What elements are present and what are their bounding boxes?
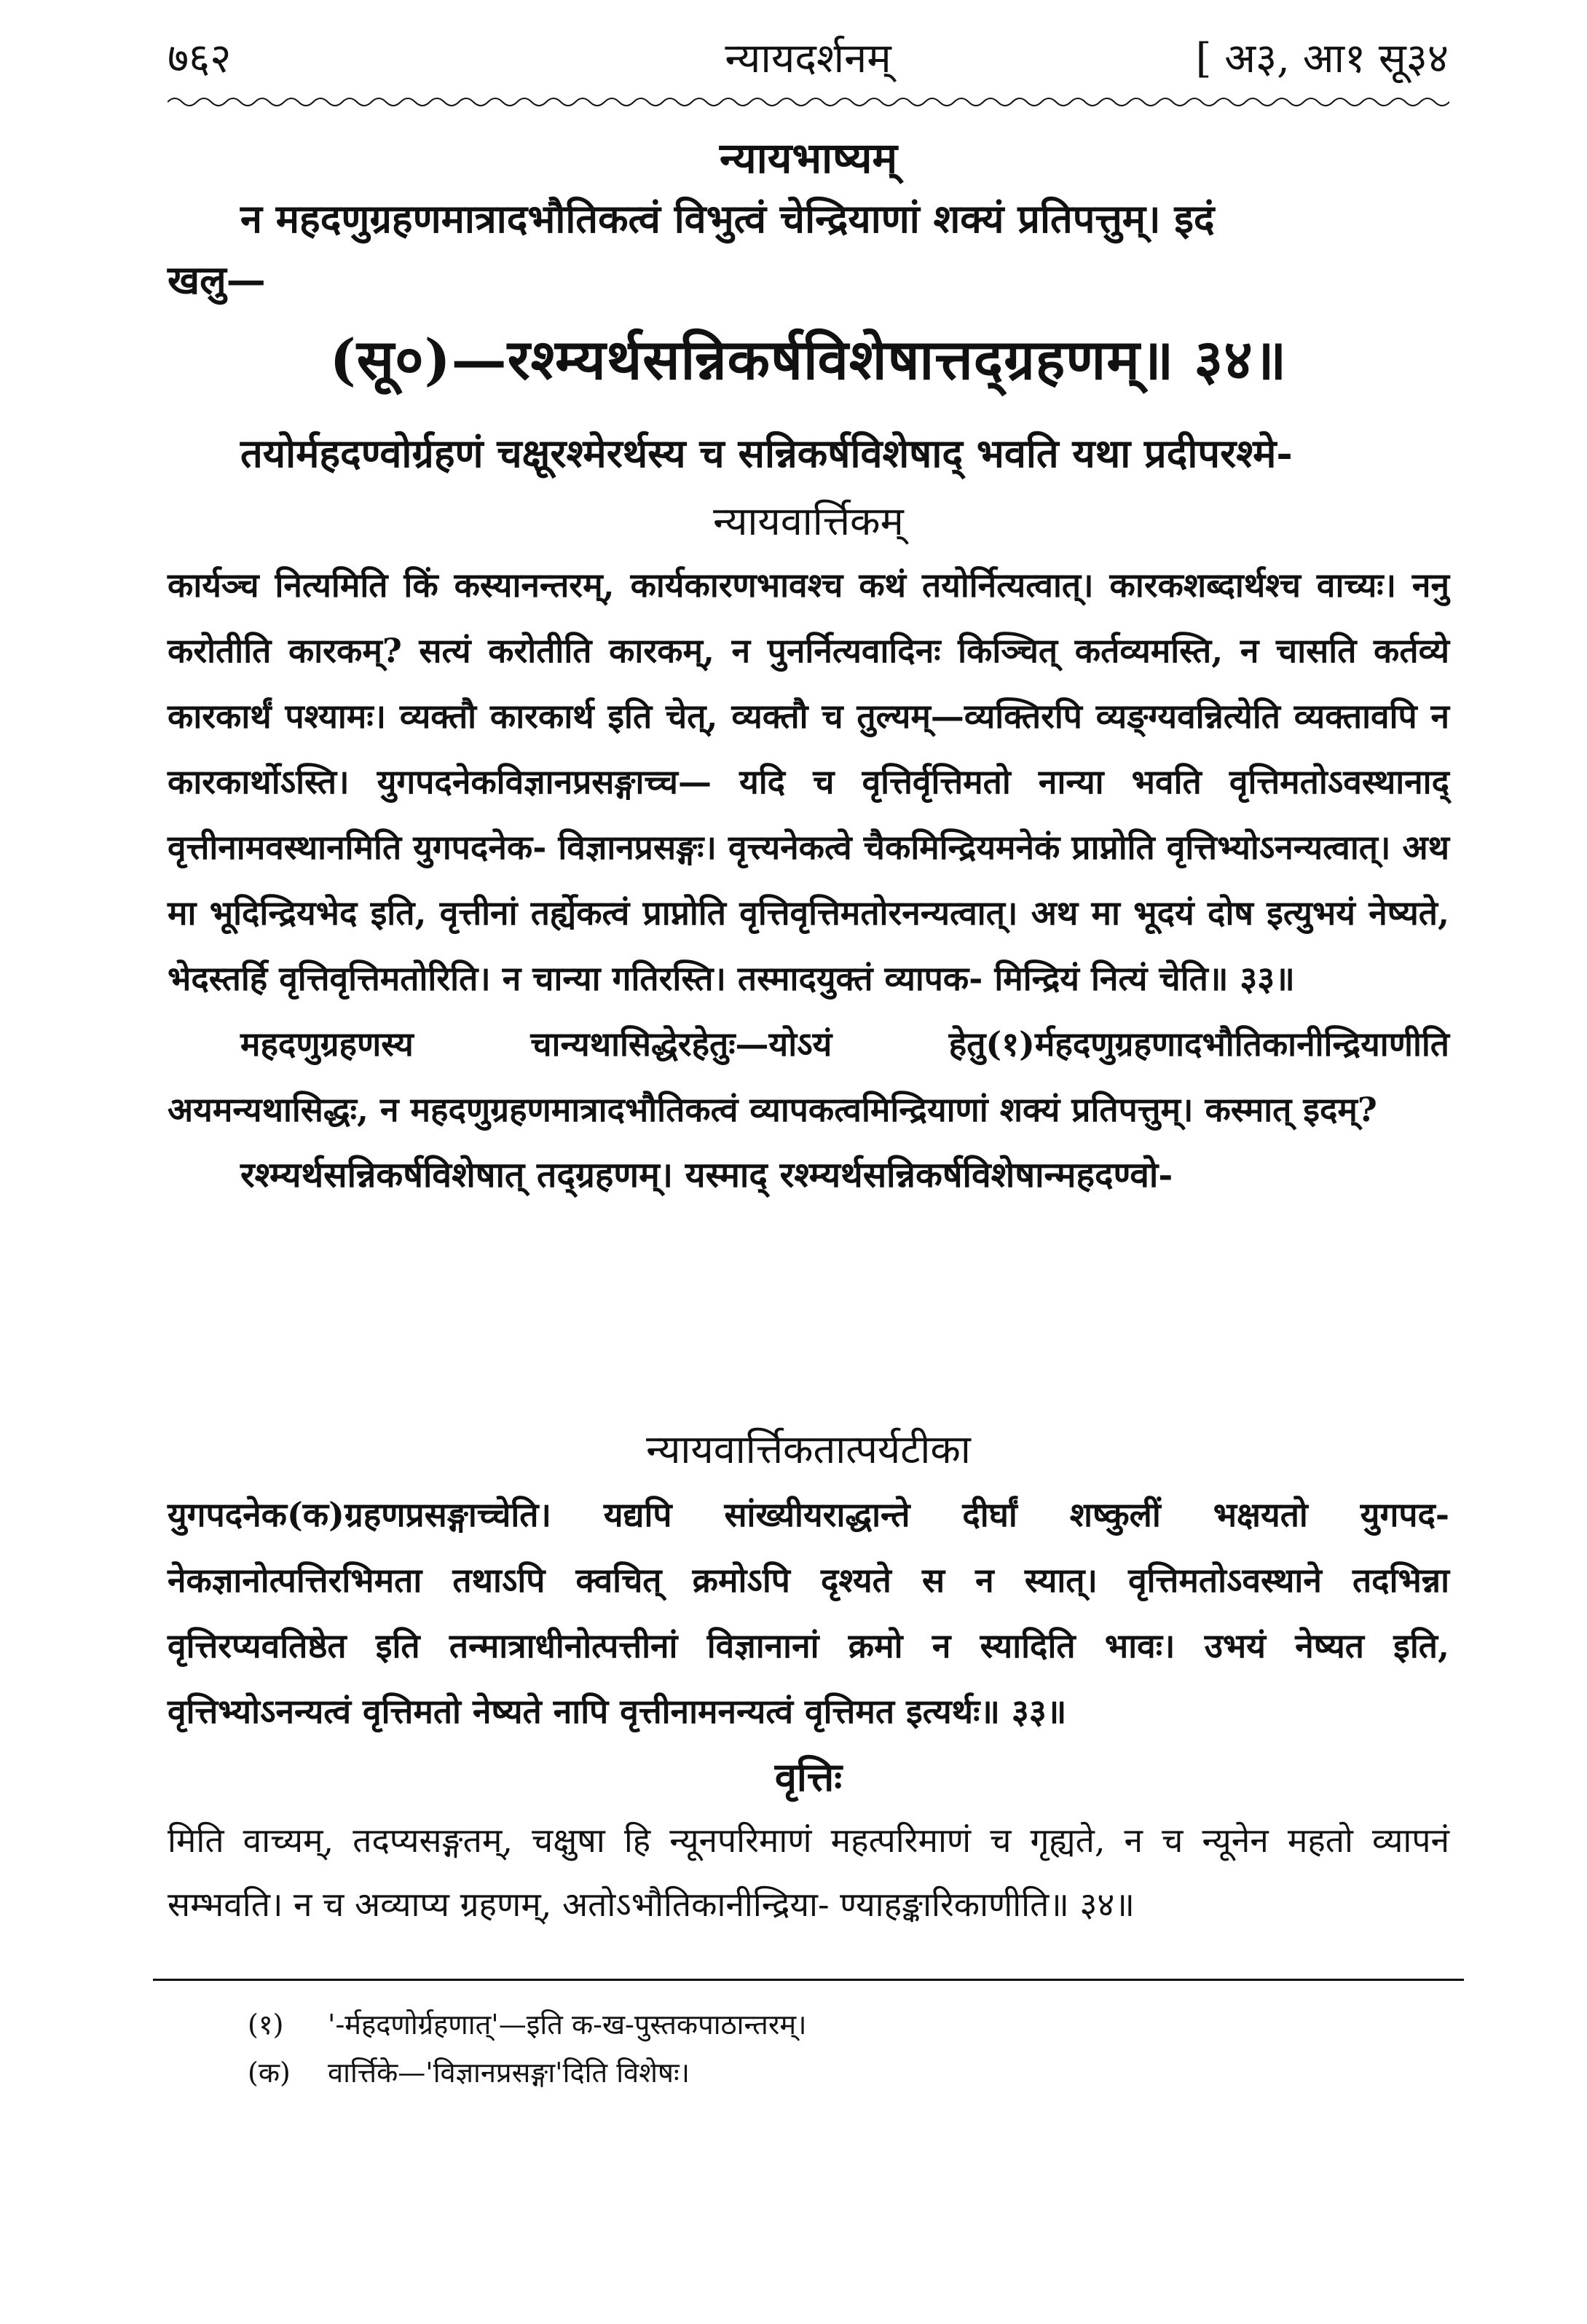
vartika-para3: रश्म्यर्थसन्निकर्षविशेषात् तद्ग्रहणम्। यस्माद् रश्म्यर्थसन्निकर्षविशेषान्महदण्वो- [240,1155,1173,1196]
bhashya-section [168,127,1449,310]
bhashya-line1: न महदणुग्रहणमात्रादभौतिकत्वं विभुत्वं चेन्द्रियाणां शक्यं प्रतिपत्तुम्। इदं [240,195,1215,242]
footnote-mark: (१) [248,2009,284,2041]
header-title: न्यायदर्शनम् [725,35,891,82]
vritti-para: मिति वाच्यम्, तदप्यसङ्गतम्, चक्षुषा हि न्यूनपरिमाणं महत्परिमाणं च गृह्यते, न च न्यूनेन महतो व्यापनं सम्भवति। न च अव्याप्य ग्रहणम्, अतोऽभौतिकानीन्द्रिया- ण्याहङ्कारिकाणीति॥ ३४॥ [168,1821,1449,1924]
header-reference: [ अ३, आ१ सू३४ [1195,35,1449,82]
tatparya-heading: न्यायवार्त्तिकतात्पर्यटीका [646,1426,971,1472]
bhashya-heading: न्यायभाष्यम् [719,133,898,183]
sutra-gloss-block [168,423,1449,484]
footnote-1 [248,2005,807,2043]
sutra-block [168,321,1449,396]
sutra: (सू०)—रश्म्यर्थसन्निकर्षविशेषात्तद्ग्रहणम्॥ ३४॥ [329,327,1288,392]
vritti-heading: वृत्तिः [774,1754,843,1800]
vartika-para2: महदणुग्रहणस्य चान्यथासिद्धेरहेतुः—योऽयं हेतु(१)र्महदणुग्रहणादभौतिकानीन्द्रियाणीति अयमन्यथासिद्धः, न महदणुग्रहणमात्रादभौतिकत्वं व्यापकत्वमिन्द्रियाणां शक्यं प्रतिपत्तुम्। कस्मात् इदम्? [168,1024,1449,1129]
footnote-2 [248,2053,690,2091]
vritti-section [168,1748,1449,1936]
header-wavy-rule [168,93,1449,111]
tatparya-para: युगपदनेक(क)ग्रहणप्रसङ्गाच्चेति। यद्यपि सांख्यीयराद्धान्ते दीर्घां शष्कुलीं भक्षयतो युगपद- नेकज्ञानोत्पत्तिरभिमता तथाऽपि क्वचित् क्रमोऽपि दृश्यते स न स्यात्। वृत्तिमतोऽवस्थाने तदभिन्ना वृत्तिरप्यवतिष्ठेत इति तन्मात्राधीनोत्पत्तीनां विज्ञानानां क्रमो न स्यादिति भावः। उभयं नेष्यत इति, वृत्तिभ्योऽनन्यत्वं वृत्तिमतो नेष्यते नापि वृत्तीनामनन्यत्वं वृत्तिमत इत्यर्थः॥ ३३॥ [168,1495,1449,1731]
running-header [168,29,1449,95]
vartika-para1: कार्यञ्च नित्यमिति किं कस्यानन्तरम्, कार्यकारणभावश्च कथं तयोर्नित्यत्वात्। कारकशब्दार्थश्च वाच्यः। ननु करोतीति कारकम्? सत्यं करोतीति कारकम्, न पुनर्नित्यवादिनः किञ्चित् कर्तव्यमस्ति, न चासति कर्तव्ये कारकार्थं पश्यामः। व्यक्तौ कारकार्थ इति चेत्, व्यक्तौ च तुल्यम्—व्यक्तिरपि व्यङ्ग्यवन्नित्येति व्यक्तावपि न कारकार्थोऽस्ति। युगपदनेकविज्ञानप्रसङ्गाच्च— यदि च वृत्तिर्वृत्तिमतो नान्या भवति वृत्तिमतोऽवस्थानाद् वृत्तीनामवस्थानमिति युगपदनेक- विज्ञानप्रसङ्गः। वृत्त्यनेकत्वे चैकमिन्द्रियमनेकं प्राप्नोति वृत्तिभ्योऽनन्यत्वात्। अथ मा भूदिन्द्रियभेद इति, वृत्तीनां तर्ह्येकत्वं प्राप्नोति वृत्तिवृत्तिमतोरनन्यत्वात्। अथ मा भूदयं दोष इत्युभयं नेष्यते, भेदस्तर्हि वृत्तिवृत्तिमतोरिति। न चान्या गतिरस्ति। तस्मादयुक्तं व्यापक- मिन्द्रियं नित्यं चेति॥ ३३॥ [168,565,1449,998]
bhashya-line2: खलु— [168,256,266,303]
page-number: ७६२ [168,35,232,82]
vartika-heading: न्यायवार्त्तिकम् [713,498,904,544]
tatparya-section [168,1421,1449,1744]
sutra-gloss: तयोर्महदण्वोर्ग्रहणं चक्षूरश्मेरर्थस्य च सन्निकर्षविशेषाद् भवति यथा प्रदीपरश्मे- [240,430,1293,476]
footnote-mark: (क) [248,2057,291,2089]
vartika-section [168,492,1449,1208]
footnote-text: '-र्महदणोर्ग्रहणात्'—इति क-ख-पुस्तकपाठान्तरम्। [328,2009,807,2041]
footnote-text: वार्त्तिके—'विज्ञानप्रसङ्गा'दिति विशेषः। [328,2057,690,2089]
footnote-rule [153,1979,1464,1981]
